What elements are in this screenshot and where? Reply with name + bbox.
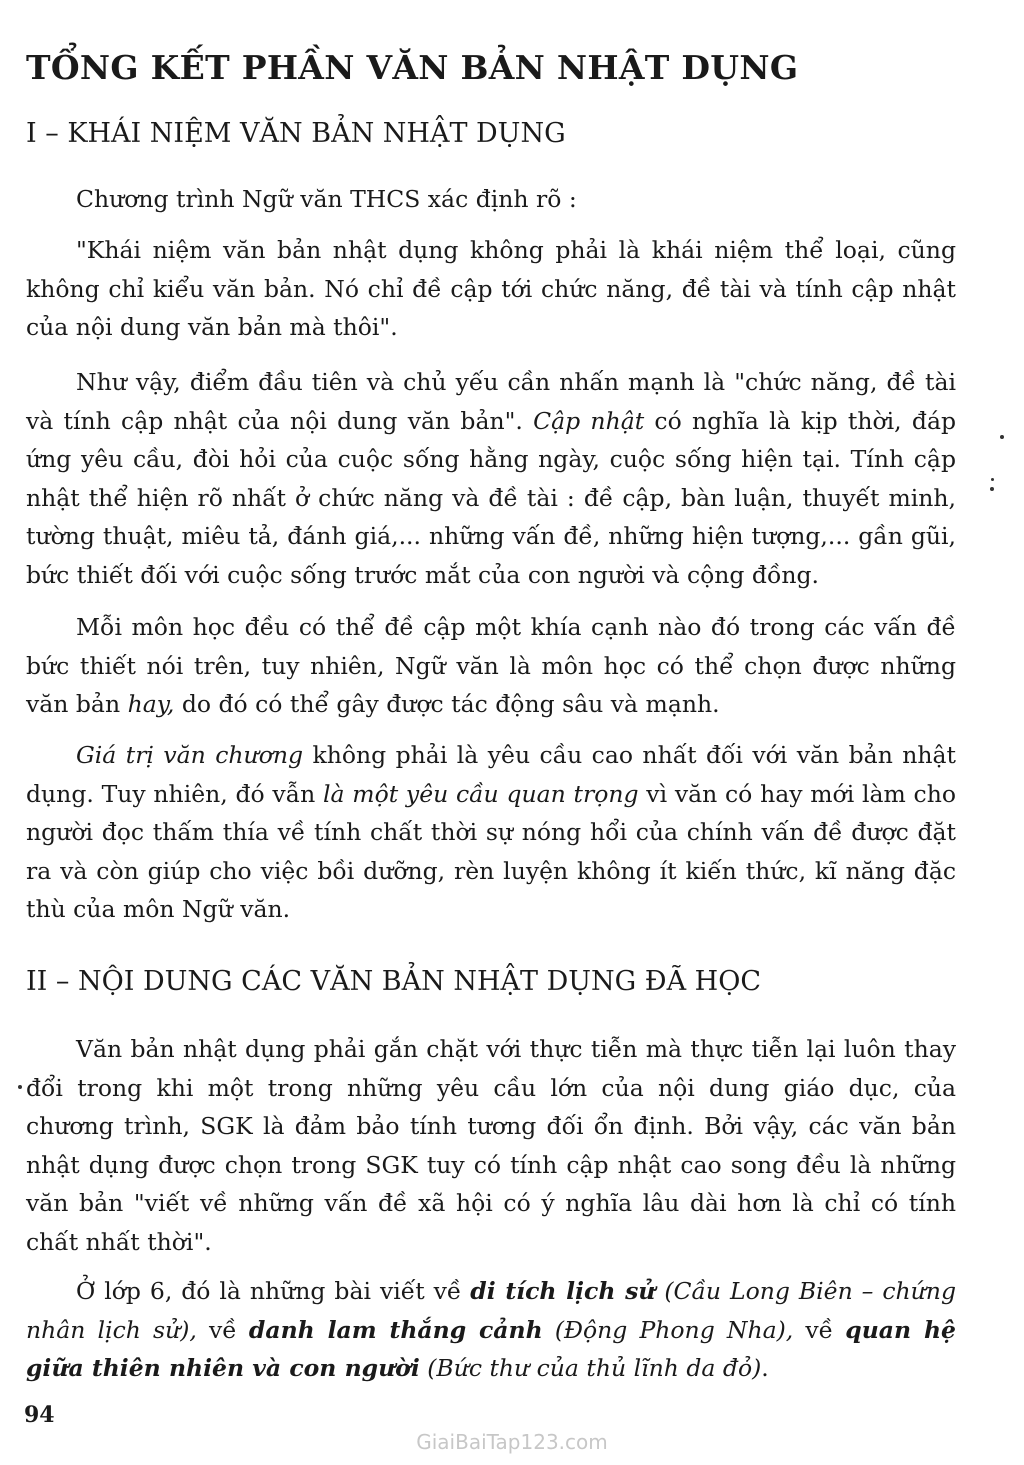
scan-speck [18,1085,22,1089]
italic-term-hay: hay, [127,690,175,718]
italic-note-dong-phong-nha: (Động Phong Nha), [542,1315,794,1344]
section-1-paragraph-3 [26,363,956,594]
page-title: TỔNG KẾT PHẦN VĂN BẢN NHẬT DỤNG [26,48,799,87]
text-run: Ở lớp 6, đó là những bài viết về [76,1277,471,1305]
scan-speck [990,487,994,491]
text-run: về [793,1315,846,1344]
bold-term-danh-lam-thang-canh: danh lam thắng cảnh [248,1315,543,1344]
italic-term-gia-tri-van-chuong: Giá trị văn chương [76,741,304,769]
section-1-paragraph-2: "Khái niệm văn bản nhật dụng không phải là khái niệm thể loại, cũng không chỉ kiểu văn bản. Nó chỉ đề cập tới chức năng, đề tài và tính cập nhật của nội dung văn bản mà thôi". [26,236,956,341]
text-run: vì văn có hay mới làm cho người đọc thấm thía về tính chất thời sự nóng hổi của chính vấn đề được đặt ra và còn giúp cho việc bồi dưỡng, rèn luyện không ít kiến thức, kĩ năng đặc thù của môn Ngữ văn. [26,779,956,923]
italic-term-yeu-cau-quan-trong: là một yêu cầu quan trọng [323,779,639,808]
text-run: do đó có thể gây được tác động sâu và mạnh. [174,690,720,718]
text-run: có nghĩa là kịp thời, đáp ứng yêu cầu, đòi hỏi của cuộc sống hằng ngày, cuộc sống hiện tại. Tính cập nhật thể hiện rõ nhất ở chức năng và đề tài : đề cập, bàn luận, thuyết minh, tường thuật, miêu tả, đánh giá,... những vấn đề, những hiện tượng,... gần gũi, bức thiết đối với cuộc sống trước mắt của con người và cộng đồng. [26,406,957,589]
italic-note-cau-long-bien: (Cầu Long Biên – chứng nhân lịch sử), [26,1277,956,1344]
page-number: 94 [24,1402,55,1428]
italic-term-cap-nhat: Cập nhật [533,406,645,435]
bold-term-di-tich-lich-su: di tích lịch sử [470,1277,656,1305]
section-1-heading: I – KHÁI NIỆM VĂN BẢN NHẬT DỤNG [26,118,566,149]
italic-note-buc-thu: (Bức thư của thủ lĩnh da đỏ) [419,1354,762,1382]
text-run: không phải là yêu cầu cao nhất đối với văn bản nhật dụng. Tuy nhiên, đó vẫn [26,741,957,808]
text-run: . [761,1354,769,1382]
section-2-heading: II – NỘI DUNG CÁC VĂN BẢN NHẬT DỤNG ĐÃ HỌC [26,966,761,997]
section-2-paragraph-1: Văn bản nhật dụng phải gắn chặt với thực tiễn mà thực tiễn lại luôn thay đổi trong khi một trong những yêu cầu lớn của nội dung giáo dục, của chương trình, SGK là đảm bảo tính tương đối ổn định. Bởi vậy, các văn bản nhật dụng được chọn trong SGK tuy có tính cập nhật cao song đều là những văn bản "viết về những vấn đề xã hội có ý nghĩa lâu dài hơn là chỉ có tính chất nhất thời". [26,1035,956,1256]
text-run: về [196,1315,249,1344]
bold-term-quan-he-thien-nhien: quan hệ giữa thiên nhiên và con người [26,1315,956,1382]
text-run: Mỗi môn học đều có thể đề cập một khía cạnh nào đó trong các vấn đề bức thiết nói trên, tuy nhiên, Ngữ văn là môn học có thể chọn được những văn bản [26,613,956,718]
section-2-paragraph-2 [26,1272,956,1388]
scan-speck [1000,435,1004,439]
watermark: GiaiBaiTap123.com [416,1430,608,1454]
section-1-paragraph-1: Chương trình Ngữ văn THCS xác định rõ : [76,185,577,213]
scan-speck [991,478,994,481]
text-run: Như vậy, điểm đầu tiên và chủ yếu cần nhấn mạnh là "chức năng, đề tài và tính cập nhật của nội dung văn bản". [26,368,956,435]
section-1-paragraph-4 [26,608,956,724]
section-1-paragraph-5 [26,736,956,929]
